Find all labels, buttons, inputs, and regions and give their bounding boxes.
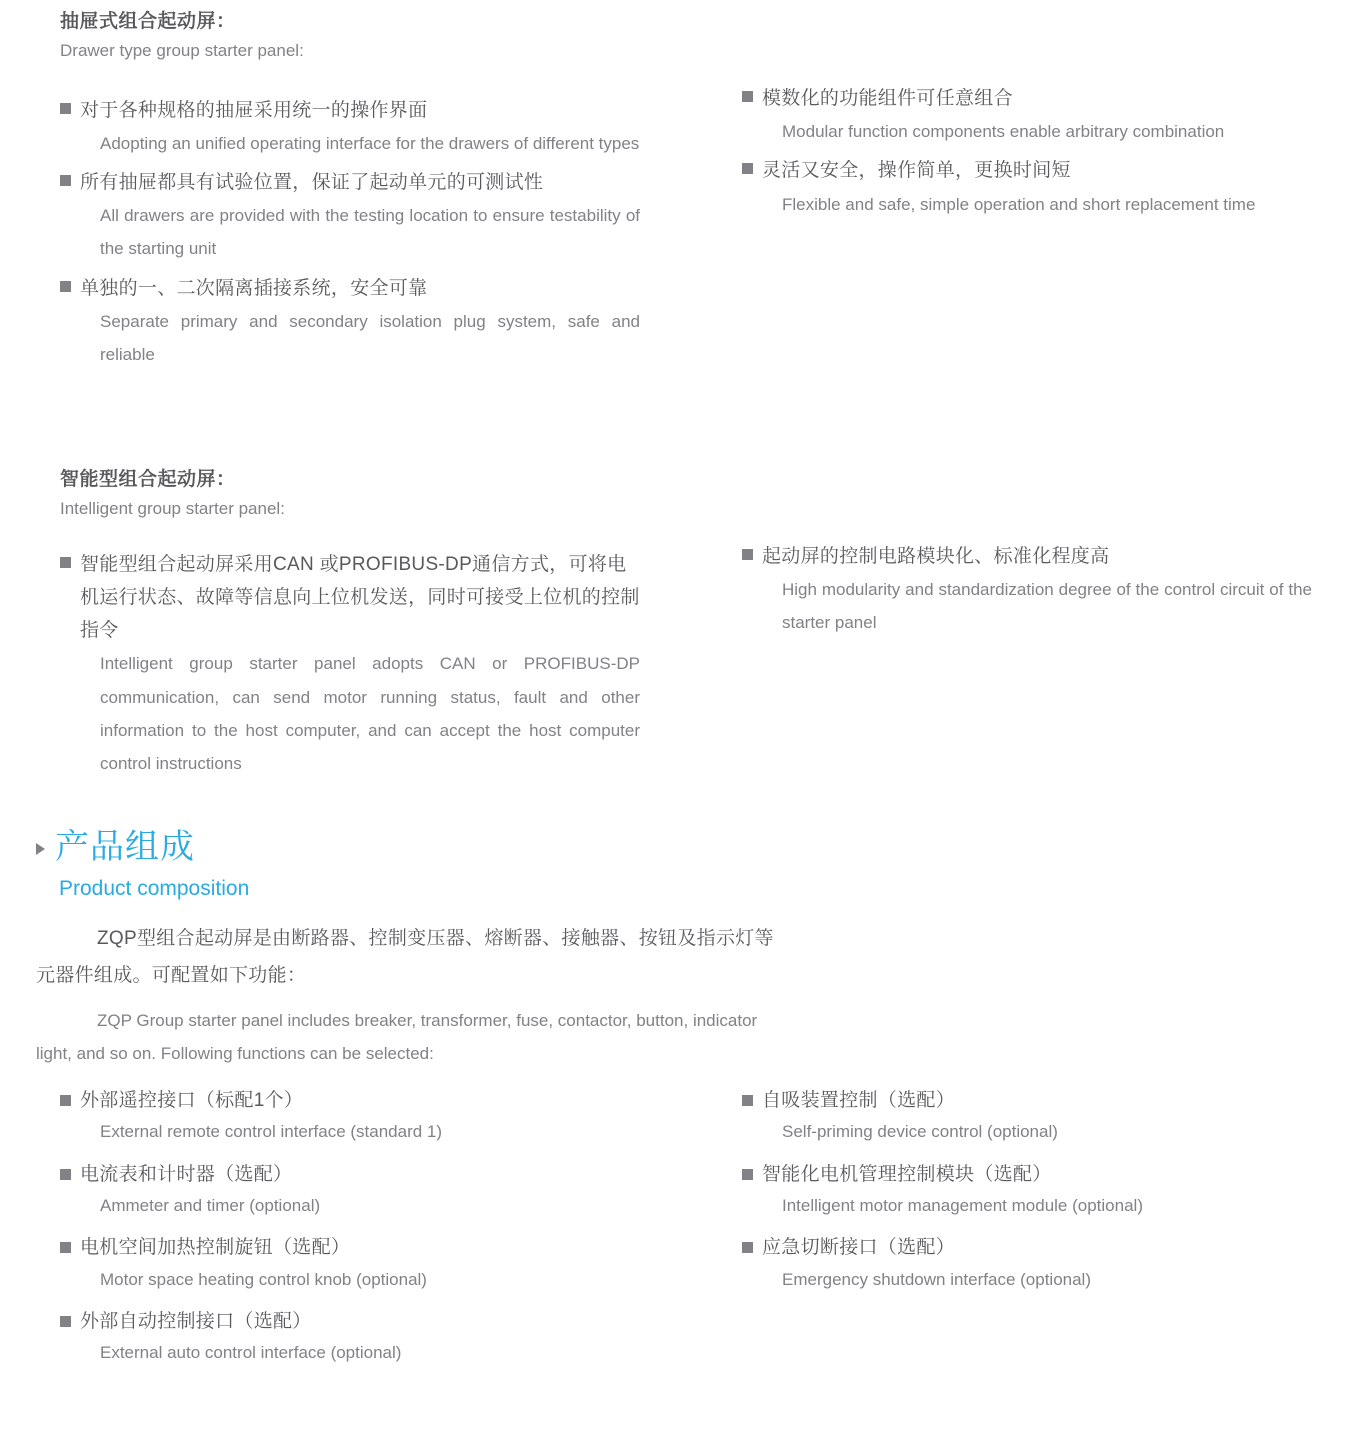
square-bullet-icon	[742, 549, 753, 560]
intelligent-section-title-en: Intelligent group starter panel:	[60, 498, 285, 518]
list-item-label-en: Modular function components enable arbitrary combination	[782, 122, 1225, 142]
intelligent-section-title-cn: 智能型组合起动屏：	[60, 469, 236, 490]
section-heading-cn: 产品组成	[55, 828, 195, 866]
square-bullet-icon	[60, 103, 71, 114]
list-item-label-cn: 电机空间加热控制旋钮（选配）	[80, 1237, 351, 1259]
composition-paragraph-cn-line2: 元器件组成。可配置如下功能：	[36, 964, 307, 986]
drawer-section-title-cn: 抽屉式组合起动屏：	[60, 11, 236, 32]
composition-list-right	[742, 1086, 1342, 1293]
square-bullet-icon	[742, 1169, 753, 1180]
composition-paragraph-cn	[59, 920, 1316, 957]
list-item-label-cn: 智能化电机管理控制模块（选配）	[762, 1163, 1052, 1185]
list-item-label-en: Separate primary and secondary isolation plug system, safe and reliable	[100, 311, 640, 364]
drawer-section-left	[60, 8, 640, 371]
list-item	[742, 1086, 1342, 1146]
intelligent-section-right	[742, 540, 1312, 640]
composition-paragraph-en-2	[36, 1037, 1316, 1070]
drawer-section-title-en: Drawer type group starter panel:	[60, 40, 304, 60]
composition-list-left	[60, 1086, 660, 1366]
list-item-label-en: Adopting an unified operating interface for the drawers of different types	[100, 133, 640, 153]
list-item	[742, 1233, 1342, 1293]
list-item-label-en: All drawers are provided with the testing location to ensure testability of the starting unit	[100, 206, 640, 259]
square-bullet-icon	[60, 557, 71, 568]
product-composition-section	[36, 826, 1316, 1070]
drawer-section-right	[742, 82, 1312, 221]
list-item	[60, 1086, 660, 1146]
list-item-label-en: Emergency shutdown interface (optional)	[782, 1269, 1091, 1289]
list-item	[60, 1233, 660, 1293]
square-bullet-icon	[742, 163, 753, 174]
list-item-label-en: Motor space heating control knob (optional)	[100, 1269, 427, 1289]
composition-paragraph-en-line1: ZQP Group starter panel includes breaker, transformer, fuse, contactor, button, indicator	[97, 1010, 758, 1030]
list-item-label-en: External remote control interface (standard 1)	[100, 1122, 443, 1142]
list-item-label-cn: 智能型组合起动屏采用CAN 或PROFIBUS-DP通信方式，可将电机运行状态、故障等信息向上位机发送，同时可接受上位机的控制指令	[80, 553, 640, 642]
square-bullet-icon	[60, 1316, 71, 1327]
list-item-label-cn: 外部自动控制接口（选配）	[80, 1310, 312, 1332]
list-item	[60, 272, 640, 372]
composition-paragraph-en-line2: light, and so on. Following functions can be selected:	[36, 1044, 434, 1064]
list-item-label-en: High modularity and standardization degree of the control circuit of the starter panel	[782, 580, 1312, 633]
list-item-label-cn: 灵活又安全，操作简单，更换时间短	[762, 160, 1071, 182]
list-item-label-cn: 应急切断接口（选配）	[762, 1237, 956, 1259]
intelligent-section-left	[60, 466, 640, 780]
list-item	[742, 540, 1312, 640]
list-item	[60, 1307, 660, 1367]
list-item-label-en: Flexible and safe, simple operation and short replacement time	[782, 194, 1256, 214]
square-bullet-icon	[60, 1095, 71, 1106]
composition-paragraph-cn-line1: ZQP型组合起动屏是由断路器、控制变压器、熔断器、接触器、按钮及指示灯等	[97, 927, 774, 949]
list-item-label-en: Self-priming device control (optional)	[782, 1122, 1058, 1142]
square-bullet-icon	[60, 175, 71, 186]
list-item-label-en: Ammeter and timer (optional)	[100, 1195, 321, 1215]
section-heading	[36, 826, 1316, 869]
list-item	[60, 548, 640, 780]
square-bullet-icon	[742, 91, 753, 102]
list-item-label-en: External auto control interface (optional)	[100, 1343, 402, 1363]
list-item-label-cn: 对于各种规格的抽屉采用统一的操作界面	[80, 99, 428, 121]
square-bullet-icon	[60, 281, 71, 292]
list-item-label-cn: 所有抽屉都具有试验位置，保证了起动单元的可测试性	[80, 172, 544, 194]
list-item	[742, 82, 1312, 148]
square-bullet-icon	[60, 1169, 71, 1180]
square-bullet-icon	[742, 1242, 753, 1253]
composition-paragraph-en	[59, 1004, 1316, 1037]
list-item-label-cn: 单独的一、二次隔离插接系统，安全可靠	[80, 277, 428, 299]
list-item	[60, 166, 640, 266]
list-item-label-cn: 电流表和计时器（选配）	[80, 1163, 293, 1185]
list-item	[742, 154, 1312, 220]
list-item-label-cn: 起动屏的控制电路模块化、标准化程度高	[762, 546, 1110, 567]
list-item-label-cn: 自吸装置控制（选配）	[762, 1090, 956, 1111]
section-heading-en: Product composition	[59, 876, 250, 900]
list-item	[60, 94, 640, 160]
list-item-label-cn: 外部遥控接口（标配1个）	[80, 1090, 304, 1111]
square-bullet-icon	[742, 1095, 753, 1106]
list-item	[742, 1160, 1342, 1220]
list-item-label-cn: 模数化的功能组件可任意组合	[762, 88, 1013, 109]
list-item	[60, 1160, 660, 1220]
triangle-bullet-icon	[36, 843, 45, 855]
composition-paragraph-cn-2	[36, 957, 1316, 994]
list-item-label-en: Intelligent motor management module (optional)	[782, 1195, 1143, 1215]
list-item-label-en: Intelligent group starter panel adopts CAN or PROFIBUS-DP communication, can send motor running status, fault and other information to the host computer, and can accept the host computer control instructions	[100, 654, 640, 773]
square-bullet-icon	[60, 1242, 71, 1253]
